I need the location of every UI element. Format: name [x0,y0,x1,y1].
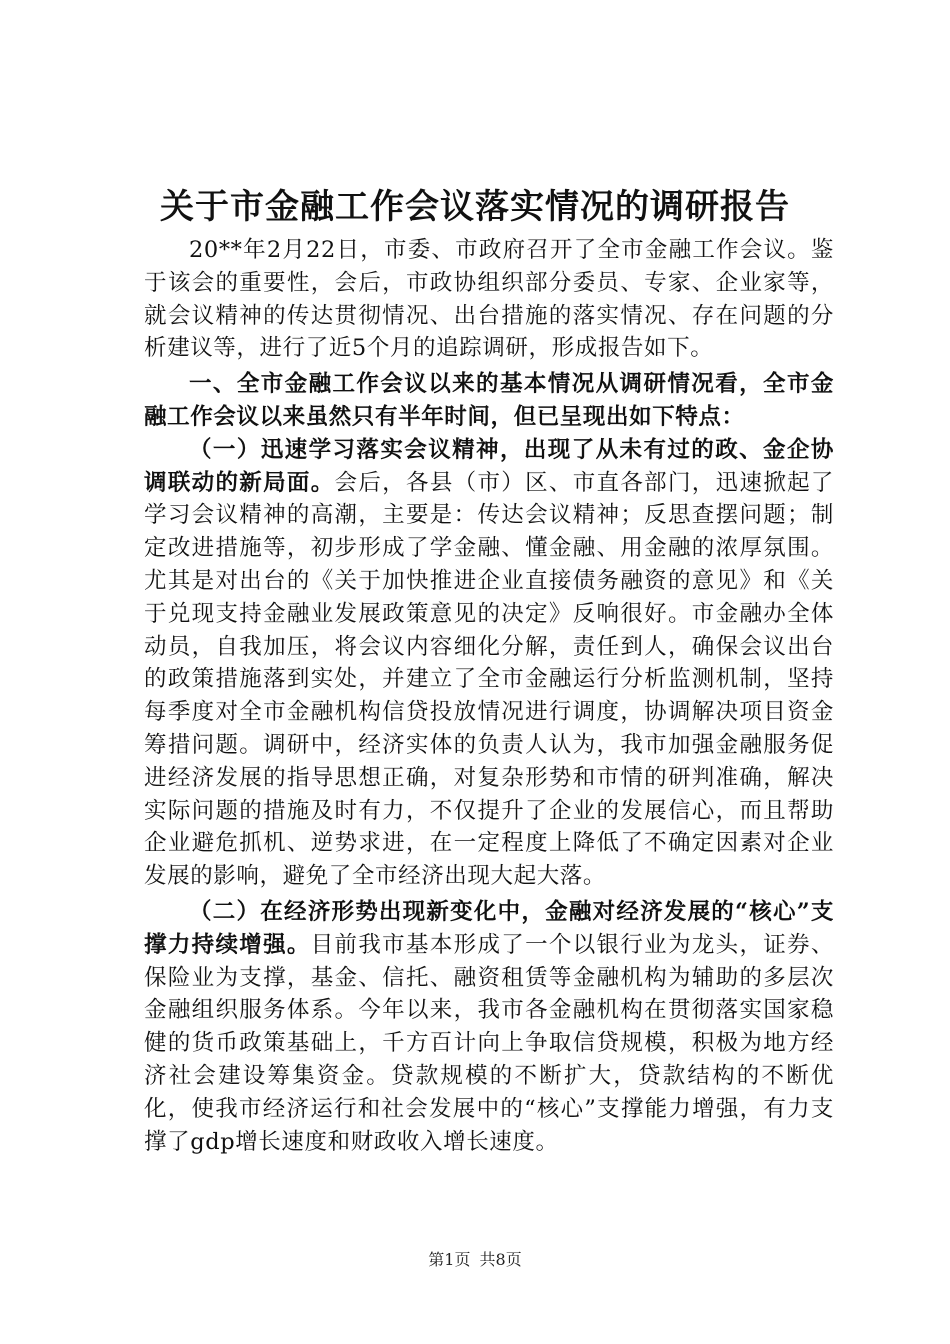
paragraph-text: 目前我市基本形成了一个以银行业为龙头，证券、保险业为支撑，基金、信托、融资租赁等金融机构为辅助的多层次金融组织服务体系。今年以来，我市各金融机构在贯彻落实国家稳健的货币政策基础上，千方百计向上争取信贷规模，积极为地方经济社会建设筹集资金。贷款规模的不断扩大，贷款结构的不断优化，使我市经济运行和社会发展中的“核心”支撑能力增强，有力支撑了gdp增长速度和财政收入增长速度。 [144,931,835,1155]
paragraph-subsection-1 [144,434,834,893]
subsection-heading: （二）在经济形势出现新变化中，金融对经济发展的“核心”支撑力持续增强。 [144,898,834,958]
paragraph-section-1 [144,368,834,434]
page-footer [0,1249,950,1271]
page-total: 共8页 [479,1250,522,1269]
paragraph-intro [144,234,834,365]
document-title: 关于市金融工作会议落实情况的调研报告 [160,187,790,227]
document-body [144,234,834,1158]
subsection-heading: （一）迅速学习落实会议精神，出现了从未有过的政、金企协调联动的新局面。 [144,436,834,496]
section-heading: 一、全市金融工作会议以来的基本情况从调研情况看，全市金融工作会议以来虽然只有半年时间，但已呈现出如下特点： [144,371,834,430]
paragraph-text: 会后，各县（市）区、市直各部门，迅速掀起了学习会议精神的高潮，主要是：传达会议精神；反思查摆问题；制定改进措施等，初步形成了学金融、懂金融、用金融的浓厚氛围。尤其是对出台的《关于加快推进企业直接债务融资的意见》和《关于兑现支持金融业发展政策意见的决定》反响很好。市金融办全体动员，自我加压，将会议内容细化分解，责任到人，确保会议出台的政策措施落到实处，并建立了全市金融运行分析监测机制，坚持每季度对全市金融机构信贷投放情况进行调度，协调解决项目资金筹措问题。调研中，经济实体的负责人认为，我市加强金融服务促进经济发展的指导思想正确，对复杂形势和市情的研判准确，解决实际问题的措施及时有力，不仅提升了企业的发展信心，而且帮助企业避危抓机、逆势求进，在一定程度上降低了不确定因素对企业发展的影响，避免了全市经济出现大起大落。 [144,469,834,890]
paragraph-text: 20**年2月22日，市委、市政府召开了全市金融工作会议。鉴于该会的重要性，会后，市政协组织部分委员、专家、企业家等，就会议精神的传达贯彻情况、出台措施的落实情况、存在问题的分析建议等，进行了近5个月的追踪调研，形成报告如下。 [144,237,834,362]
paragraph-subsection-2 [144,896,834,1158]
page-number: 第1页 [428,1250,471,1269]
